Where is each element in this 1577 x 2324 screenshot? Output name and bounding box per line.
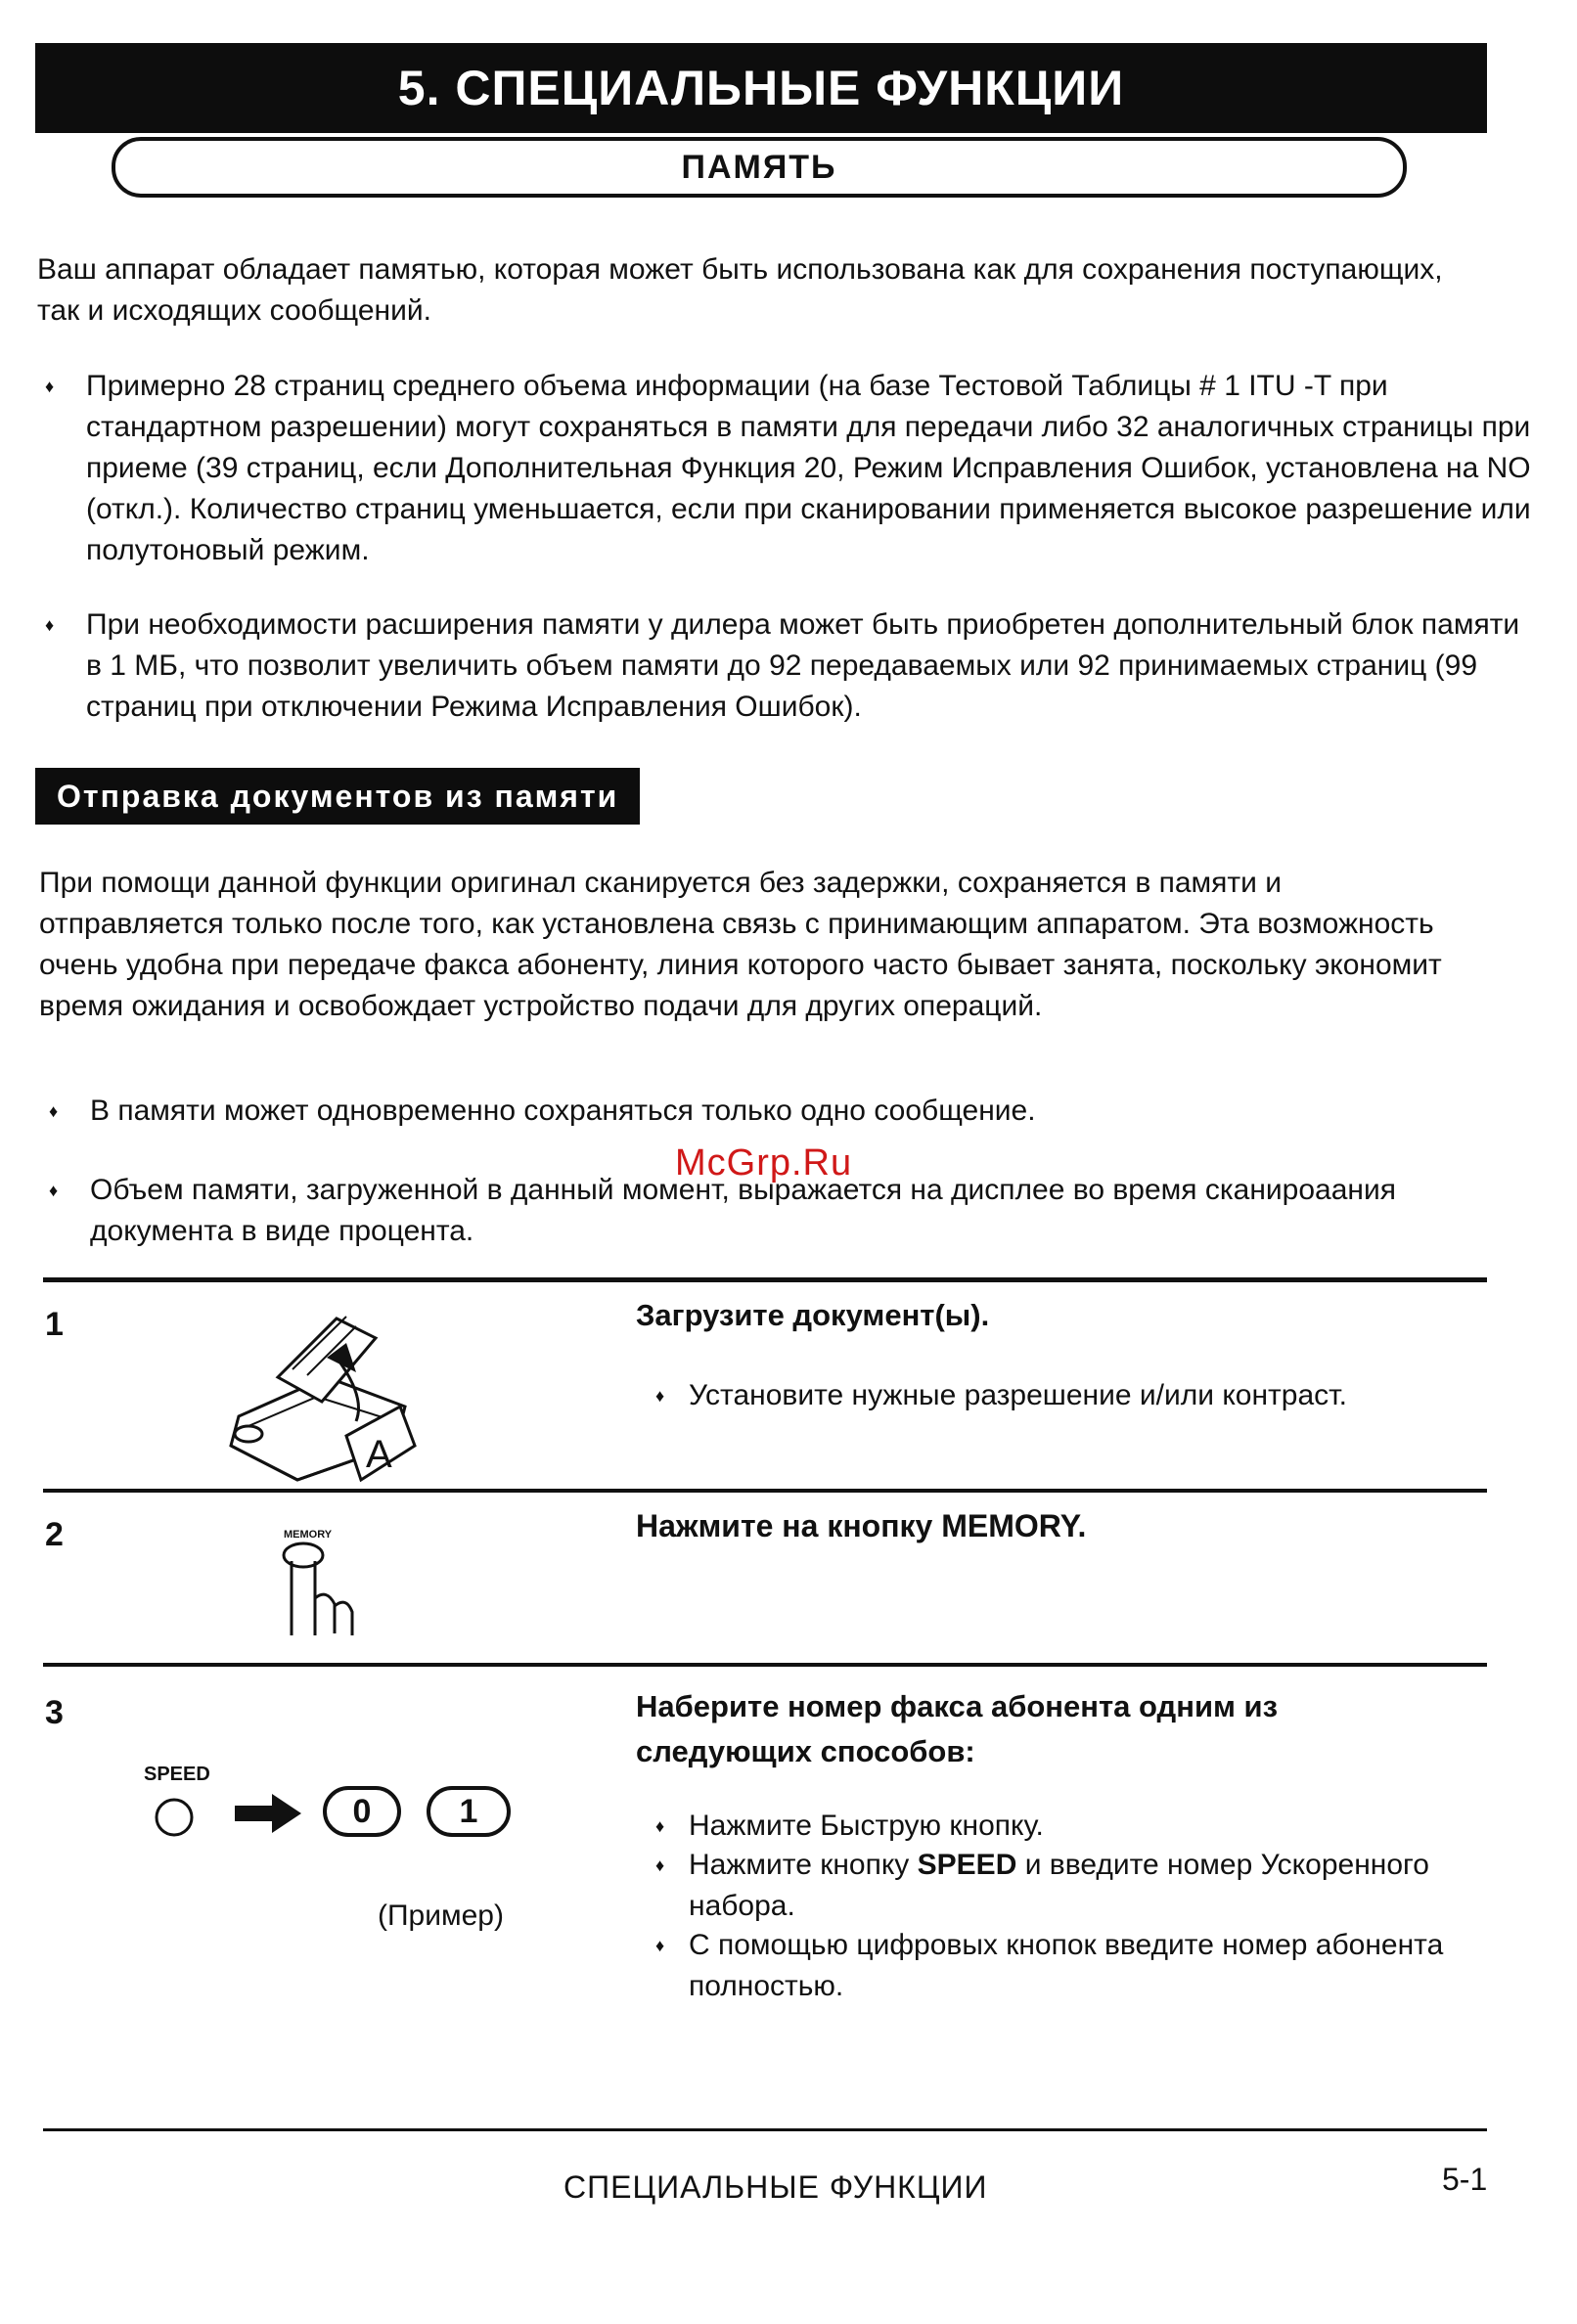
step-divider <box>43 1277 1487 1282</box>
subsection-bullet-1: ♦ В памяти может одновременно сохраняться только одно сообщение. <box>43 1091 1534 1132</box>
chapter-title-bar <box>35 43 1487 133</box>
intro-paragraph: Ваш аппарат обладает памятью, которая может быть использована как для сохранения поступающих, так и исходящих сообщений. <box>37 253 1443 327</box>
footer-divider <box>43 2128 1487 2131</box>
bullet-text: и введите номер Ускоренного набора. <box>689 1849 1429 1922</box>
section-title: ПАМЯТЬ <box>681 148 837 186</box>
step-bullet: ♦ Установите нужные разрешение и/или контраст. <box>652 1375 1491 1416</box>
step-number: 1 <box>45 1306 64 1343</box>
speed-key-name: SPEED <box>917 1849 1017 1881</box>
step-title: Загрузите документ(ы). <box>636 1298 990 1332</box>
digit-key-1: 1 <box>427 1786 511 1837</box>
memory-bullet-1: ♦ Примерно 28 страниц среднего объема информации (на базе Тестовой Таблицы # 1 ITU -T при стандартном разрешении) могут сохраняться в памяти для передачи либо 32 аналогичных страницы при приеме (39 страниц, если Дополнительная Функция 20, Режим Исправления Ошибок, установлена на NO (откл.). Количество страниц уменьшается, если при сканировании применяется высокое разрешение или полутоновый режим. <box>39 366 1536 571</box>
subsection-title: Отправка документов из памяти <box>57 778 619 814</box>
subsection-heading <box>35 768 640 825</box>
step-divider <box>43 1489 1487 1493</box>
step-divider <box>43 1663 1487 1667</box>
step-title-prefix: Нажмите на кнопку <box>636 1508 942 1543</box>
step-title: Наберите номер факса абонента одним из следующих способов: <box>636 1689 1279 1768</box>
arrow-right-icon <box>235 1792 303 1840</box>
step-number: 3 <box>45 1694 64 1731</box>
watermark: McGrp.Ru <box>675 1142 853 1184</box>
memory-key-name: MEMORY <box>941 1508 1078 1543</box>
digit-key-0: 0 <box>323 1786 401 1837</box>
memory-button-label: MEMORY <box>284 1529 333 1541</box>
step-bullet <box>652 1845 1540 1927</box>
speed-button-icon <box>153 1796 196 1844</box>
step-title <box>636 1503 1086 1548</box>
subsection-paragraph: При помощи данной функции оригинал сканируется без задержки, сохраняется в памяти и отправляется только после того, как установлена связь с принимающим аппаратом. Эта возможность очень удобна при передаче факса абоненту, линия которого часто бывает занята, поскольку экономит время ожидания и освобождает устройство подачи для других операций. <box>39 867 1442 1022</box>
subsection-bullet-2: ♦ Объем памяти, загруженной в данный момент, выражается на дисплее во время сканироаания документа в виде процента. <box>43 1170 1534 1252</box>
svg-text:A: A <box>366 1433 392 1476</box>
memory-button-press-icon <box>276 1526 393 1648</box>
speed-key-label: SPEED <box>144 1764 210 1785</box>
step-title-suffix: . <box>1077 1508 1087 1543</box>
example-caption: (Пример) <box>378 1899 504 1932</box>
step-bullet: ♦ С помощью цифровых кнопок введите номер абонента полностью. <box>652 1925 1540 2007</box>
step-number: 2 <box>45 1516 64 1553</box>
chapter-title: 5. СПЕЦИАЛЬНЫЕ ФУНКЦИИ <box>397 61 1125 115</box>
page-number: 5-1 <box>1442 2162 1488 2197</box>
step-bullet: ♦ Нажмите Быструю кнопку. <box>652 1806 1540 1847</box>
footer-title: СПЕЦИАЛЬНЫЕ ФУНКЦИИ <box>563 2169 988 2205</box>
section-title-banner <box>112 137 1407 198</box>
memory-bullet-2: ♦ При необходимости расширения памяти у дилера может быть приобретен дополнительный блок памяти в 1 МБ, что позволит увеличить объем памяти до 92 передаваемых или 92 принимаемых страниц (99 страниц при отключении Режима Исправления Ошибок). <box>39 604 1536 728</box>
bullet-text: Нажмите кнопку <box>689 1849 918 1881</box>
fax-machine-loading-icon <box>219 1299 425 1495</box>
